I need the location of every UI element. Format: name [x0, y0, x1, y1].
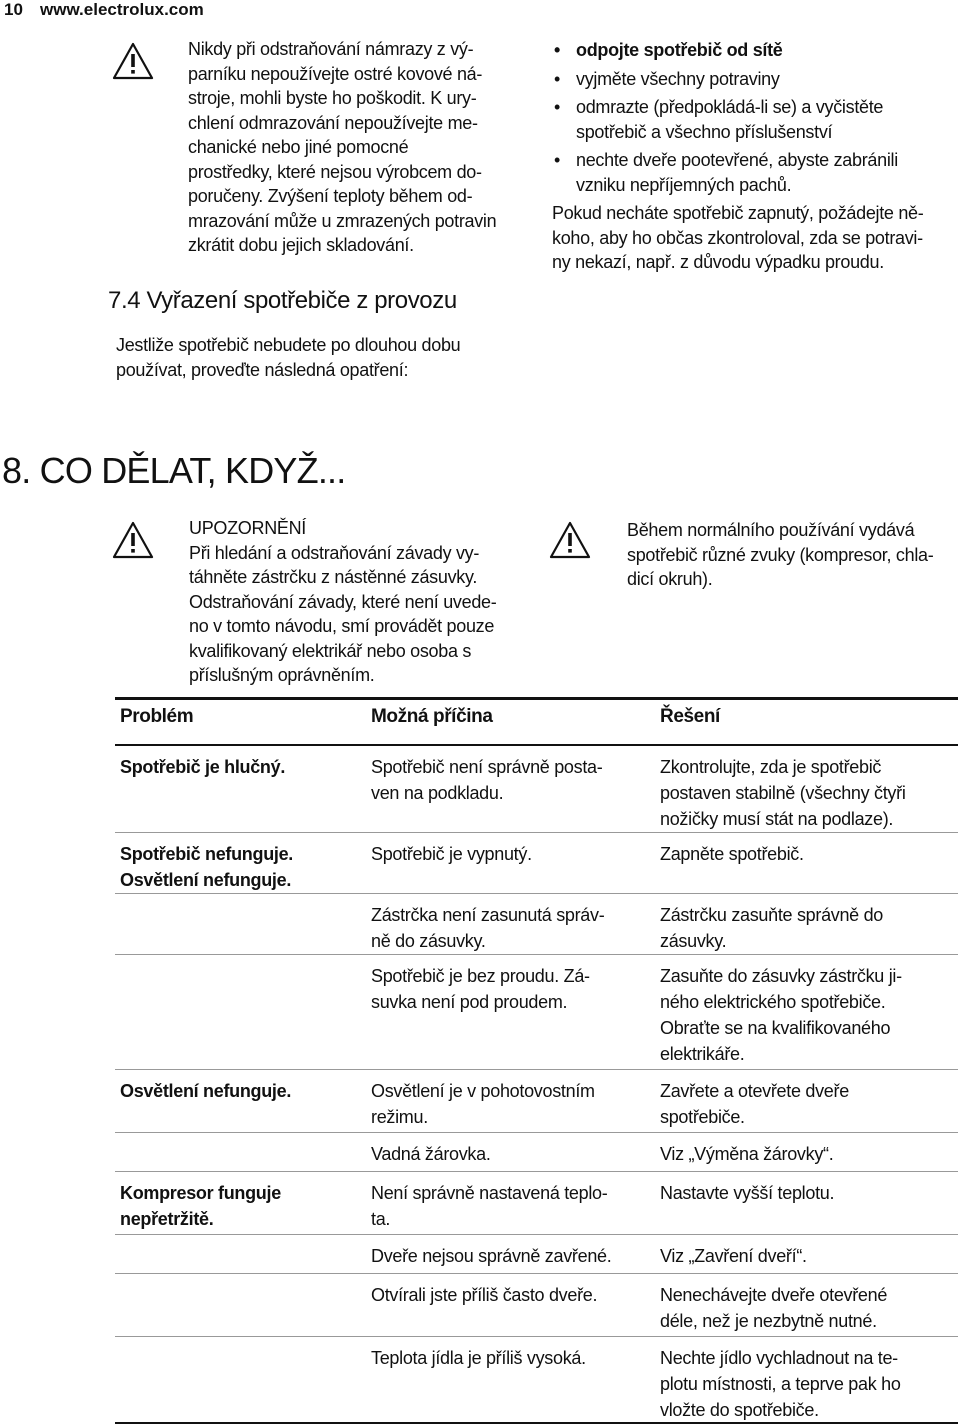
- cause-cell: Vadná žárovka.: [371, 1144, 491, 1164]
- section-heading-8: 8. CO DĚLAT, KDYŽ...: [2, 450, 346, 491]
- defrost-warning-text: [188, 37, 528, 258]
- table-row: [115, 746, 958, 833]
- text-line: chanické nebo jiné pomocné: [188, 137, 409, 157]
- warning-title: UPOZORNĚNÍ: [189, 518, 307, 538]
- text-line: Odstraňování závady, které není uvede-: [189, 591, 497, 612]
- section-title: Vyřazení spotřebiče z provozu: [146, 287, 457, 314]
- solution-cell: Zkontrolujte, zda je spotřebič postaven stabilně (všechny čtyři nožičky musí stát na podlaze).: [660, 757, 906, 829]
- text-line: dicí okruh).: [627, 569, 713, 589]
- cause-cell: Není správně nastavená teplo- ta.: [371, 1183, 608, 1229]
- cause-cell: Osvětlení je v pohotovostním režimu.: [371, 1081, 595, 1127]
- cause-cell: Spotřebič je bez proudu. Zá- suvka není pod proudem.: [371, 966, 590, 1012]
- troubleshooting-table: [115, 697, 958, 1424]
- text-line: Při hledání a odstraňování závady vy-: [189, 542, 480, 563]
- text-line: chlení odmrazování nepoužívejte me-: [188, 112, 478, 133]
- solution-cell: Zasuňte do zásuvky zástrčku ji- ného elektrického spotřebiče. Obraťte se na kvalifikovaného elektrikáře.: [660, 966, 902, 1064]
- text-line: spotřebič různé zvuky (kompresor, chla-: [627, 544, 934, 565]
- text-line: poručeny. Zvýšení teploty během od-: [188, 186, 473, 206]
- section-heading-7-4: [108, 287, 457, 315]
- list-item-text: vzniku nepříjemných pachů.: [576, 174, 792, 195]
- table-row: [115, 1070, 958, 1133]
- list-item-text: vyjměte všechny potraviny: [576, 68, 780, 89]
- text-line: používat, proveďte následná opatření:: [116, 359, 409, 380]
- cause-cell: Zástrčka není zasunutá správ- ně do zásuvky.: [371, 905, 605, 951]
- caution-warning-text: [189, 516, 529, 688]
- table-row: [115, 1172, 958, 1235]
- site-url: www.electrolux.com: [40, 0, 204, 19]
- column-header-problem: Problém: [120, 706, 194, 727]
- page-number: 10: [4, 0, 23, 19]
- noise-note-text: [627, 518, 957, 592]
- warning-icon: [549, 521, 591, 559]
- table-row: [115, 894, 958, 955]
- solution-cell: Nenechávejte dveře otevřené déle, než je nezbytně nutné.: [660, 1285, 888, 1331]
- text-line: mrazování může u zmrazených potravin: [188, 210, 497, 231]
- table-row: [115, 955, 958, 1070]
- cause-cell: Dveře nejsou správně zavřené.: [371, 1246, 612, 1266]
- text-line: prostředky, které nejsou výrobcem do-: [188, 161, 482, 182]
- solution-cell: Nastavte vyšší teplotu.: [660, 1183, 835, 1203]
- table-header: [115, 697, 958, 746]
- text-line: no v tomto návodu, smí provádět pouze: [189, 616, 495, 636]
- text-line: Nikdy při odstraňování námrazy z vý-: [188, 39, 474, 59]
- section-7-4-intro: [116, 333, 536, 382]
- warning-icon: [112, 521, 154, 559]
- solution-cell: Zástrčku zasuňte správně do zásuvky.: [660, 905, 884, 951]
- list-item: [552, 148, 957, 197]
- table-row: [115, 1337, 958, 1424]
- problem-cell: Kompresor funguje nepřetržitě.: [120, 1183, 281, 1229]
- problem-cell: Osvětlení nefunguje.: [120, 1081, 292, 1101]
- solution-cell: Zavřete a otevřete dveře spotřebiče.: [660, 1081, 849, 1127]
- list-item-text: spotřebič a všechno příslušenství: [576, 121, 833, 142]
- cause-cell: Spotřebič není správně posta- ven na podkladu.: [371, 757, 603, 803]
- table-row: [115, 1133, 958, 1172]
- list-item: [552, 67, 957, 92]
- text-line: parníku nepoužívejte ostré kovové ná-: [188, 63, 483, 84]
- warning-icon: [112, 42, 154, 80]
- text-line: příslušným oprávněním.: [189, 665, 375, 685]
- text-line: kvalifikovaný elektrikář nebo osoba s: [189, 640, 472, 661]
- list-item: [552, 95, 957, 144]
- table-body: [115, 746, 958, 1424]
- page-header: [0, 0, 960, 24]
- table-row: [115, 833, 958, 894]
- list-item-text: nechte dveře pootevřené, abyste zabránili: [576, 150, 898, 170]
- table-row: [115, 1274, 958, 1337]
- solution-cell: Viz „Výměna žárovky“.: [660, 1144, 834, 1164]
- section-number: 7.4: [108, 287, 141, 314]
- text-line: Pokud necháte spotřebič zapnutý, požádejte ně-: [552, 203, 924, 223]
- problem-cell: Spotřebič je hlučný.: [120, 757, 286, 777]
- cause-cell: Teplota jídla je příliš vysoká.: [371, 1348, 586, 1368]
- text-line: táhněte zástrčku z nástěnné zásuvky.: [189, 567, 478, 587]
- text-line: stroje, mohli byste ho poškodit. K ury-: [188, 88, 477, 108]
- solution-cell: Viz „Zavření dveří“.: [660, 1246, 807, 1266]
- column-header-solution: Řešení: [660, 706, 720, 727]
- cause-cell: Otvírali jste příliš často dveře.: [371, 1285, 598, 1305]
- text-line: koho, aby ho občas zkontroloval, zda se potravi-: [552, 227, 923, 248]
- list-item-text: odmrazte (předpokládá-li se) a vyčistěte: [576, 97, 884, 117]
- table-row: [115, 1235, 958, 1274]
- text-line: Během normálního používání vydává: [627, 520, 915, 540]
- text-line: zkrátit dobu jejich skladování.: [188, 235, 414, 255]
- list-item-text: odpojte spotřebič od sítě: [576, 40, 783, 60]
- solution-cell: Zapněte spotřebič.: [660, 844, 804, 864]
- text-line: Jestliže spotřebič nebudete po dlouhou dobu: [116, 335, 461, 355]
- cause-cell: Spotřebič je vypnutý.: [371, 844, 532, 864]
- text-line: ny nekazí, např. z důvodu výpadku proudu.: [552, 252, 884, 272]
- steps-list: [552, 38, 957, 275]
- problem-cell: Spotřebič nefunguje. Osvětlení nefunguje.: [120, 844, 294, 890]
- solution-cell: Nechte jídlo vychladnout na te- plotu místnosti, a teprve pak ho vložte do spotřebiče.: [660, 1348, 901, 1420]
- steps-note: [552, 201, 957, 275]
- column-header-cause: Možná příčina: [371, 706, 493, 727]
- list-item: [552, 38, 957, 63]
